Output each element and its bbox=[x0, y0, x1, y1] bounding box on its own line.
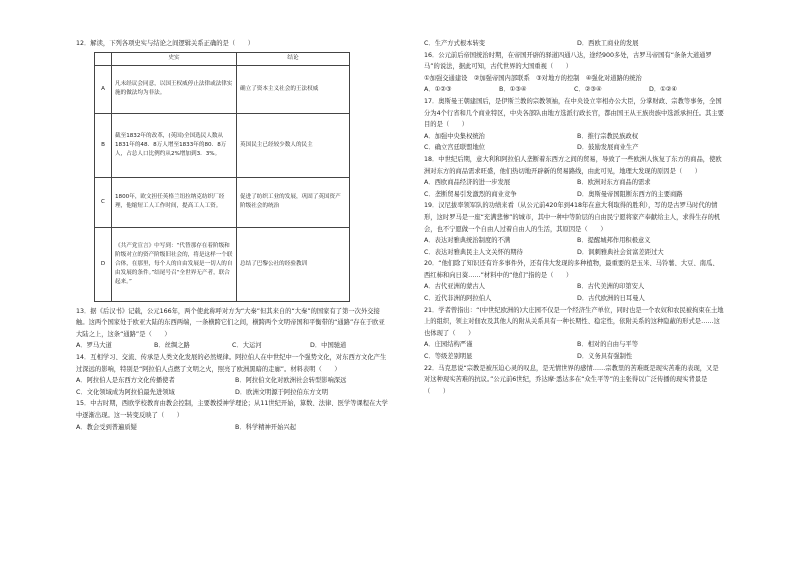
question-22-stem: 22．马克思说“宗教是被压迫心灵的叹息，是无情世界的感情……宗教里的苦难既是现实苦难的表现，又是对这种现实苦难的抗议。”公元前6世纪，乔达摩·悉达多在“众生平等”的主张得以广泛传播的现实背景是（ ） bbox=[424, 364, 719, 395]
question-14-options bbox=[76, 375, 388, 398]
option-a[interactable]: A．古代亚洲的蒙古人 bbox=[424, 283, 485, 291]
option-b[interactable]: B．欧洲对东方商品的需求 bbox=[577, 179, 651, 187]
row-fact: 截至1832年的改革，(英国)全国选民人数从1831年的48．8万人增至1833年的80．8万人，占总人口比例约从2%增加到3．3%。 bbox=[112, 113, 237, 177]
option-b[interactable]: B．古代美洲的印第安人 bbox=[577, 283, 645, 291]
row-label: A bbox=[95, 65, 112, 113]
table-row bbox=[95, 227, 350, 301]
option-a[interactable]: A．表达对雅典统治制度的不满 bbox=[424, 237, 511, 245]
question-15-stem: 15．中古时期，西欧学校教育由教会控制，主要教授神学理论；从11世纪开始，算数、法律、医学等课程在大学中逐渐出现。这一转变反映了（ ） bbox=[76, 400, 388, 419]
option-c[interactable]: C．近代非洲的阿拉伯人 bbox=[424, 295, 492, 303]
left-column bbox=[76, 38, 388, 433]
option-d[interactable]: D．西欧工商业的发展 bbox=[577, 40, 639, 47]
row-label: D bbox=[95, 227, 112, 301]
question-18-stem: 18．中世纪后期，意大利和阿拉伯人垄断着东西方之间的贸易，导致了一些欧洲人恢复了东方的商品，使欧洲对东方的商品需求旺盛，他们热切地开辟新的贸易路线，由此可见，地理大发现的原因是（ ） bbox=[424, 155, 722, 175]
table-row bbox=[95, 177, 350, 227]
option-a[interactable]: A．①②③ bbox=[424, 86, 452, 94]
option-c[interactable]: C．表达对雅典民主人文关怀的期待 bbox=[424, 248, 523, 256]
table-header-conclusion: 结论 bbox=[237, 52, 350, 65]
option-a[interactable]: A．教会受到普遍质疑 bbox=[76, 423, 137, 431]
question-20-options bbox=[424, 281, 724, 304]
option-b[interactable]: B．提醒城邦作用积极意义 bbox=[577, 237, 651, 245]
table-header-blank bbox=[95, 52, 112, 65]
row-conclusion: 促进了纺织工业的发展，巩固了英国资产阶级社会的统治 bbox=[237, 177, 350, 227]
table-row bbox=[95, 113, 350, 177]
option-d[interactable]: D．义务具有强制性 bbox=[577, 353, 633, 361]
question-12-stem: 12．解读，下列各项史实与结论之间逻辑关系正确的是（ ） bbox=[76, 40, 255, 47]
row-label: C bbox=[95, 177, 112, 227]
option-d[interactable]: D．讽刺雅典社会贫富差距过大 bbox=[577, 248, 664, 256]
option-c[interactable]: C．垄断贸易引发激烈的商业竞争 bbox=[424, 190, 517, 198]
option-c[interactable]: C．生产方式根本转变 bbox=[424, 40, 486, 47]
question-14-stem: 14．互相学习、交流、传承是人类文化发展的必然规律。阿拉伯人在中世纪中一个强势文化，对东西方文化产生过深远的影响，特别是“阿拉伯人点燃了文明之火，照亮了欧洲黑暗的走廊”。材料表明（ ） bbox=[76, 353, 387, 373]
option-b[interactable]: B．相对的自由与平等 bbox=[577, 341, 638, 349]
question-13-options bbox=[76, 340, 388, 352]
question-13-stem: 13．据《后汉书》记载，公元166年，两个使此称呼对方为“大秦”但其来自的“大秦”的国家有了第一次外交接触。这两个国家处于欧亚大陆的东西两端，一条横跨它们之间，横跨两个文明帝国和平衡带的“通路”存在于欧亚大陆之上，这条“通路”是（ ） bbox=[76, 307, 385, 338]
option-d[interactable]: D．①②④ bbox=[649, 86, 678, 94]
option-a[interactable]: A．罗马大道 bbox=[76, 342, 112, 350]
question-15-options-continued bbox=[424, 38, 724, 50]
row-label: B bbox=[95, 113, 112, 177]
option-c[interactable]: C．等级差别明显 bbox=[424, 353, 473, 361]
question-19-stem: 19．汉尼拔率领军队的功绩来看（从公元前420年到418年在意大利取得的胜利），写的是古罗马时代的情形，这时罗马是一座“充满悲惨”的城市，其中一种中等阶层的自由民宁愿将家产奉献给主人，求得生存的机会，也不宁愿做一个自由人过着自由人的生活，其原因是（ ） bbox=[424, 202, 721, 233]
question-17-stem: 17．奥斯曼王朝建国后，是伊斯兰教的宗教领袖，在中央设立宰相办公大臣，分掌财政、宗教等事务，全国分为4个行省和几个商业特区，中央各部队由地方选派行政长官，都由国王从王族贵族中选派承担任。其主要目的是（ ） bbox=[424, 97, 724, 129]
row-conclusion: 英国民主已经较少数人的民主 bbox=[237, 113, 350, 177]
option-a[interactable]: A．西欧商品经济的进一步发展 bbox=[424, 179, 511, 187]
row-conclusion: 确立了资本主义社会的王法权威 bbox=[237, 65, 350, 113]
table-row bbox=[95, 65, 350, 113]
option-c[interactable]: C．大运河 bbox=[232, 342, 262, 350]
right-column bbox=[424, 38, 724, 397]
table-header-fact: 史实 bbox=[112, 52, 237, 65]
question-12-table bbox=[94, 52, 350, 302]
question-20-stem: 20．“他们除了知识还有许多事件外，还有伟大发现的多种植物，最重要的是玉米、马铃薯、大豆、南瓜、西红柿和向日葵……”材料中的“他们”指的是（ ） bbox=[424, 260, 719, 279]
option-d[interactable]: D．奥斯曼帝国阻断东西方的主要商路 bbox=[577, 190, 683, 198]
option-d[interactable]: D．中国驰道 bbox=[310, 342, 347, 350]
option-b[interactable]: B．推行宗教民族政权 bbox=[577, 132, 638, 140]
option-c[interactable]: C．确立宫廷联盟地位 bbox=[424, 144, 486, 152]
question-21-stem: 21．学者曾指出：“(中世纪欧洲的)大庄园不仅是一个经济生产单位，同时也是一个农奴和农民被拘束在土地上的组织，领主对佃农及其他人的附从关系具有一种长期性、稳定性，依附关系的这种隐蔽的形式是……这也体现了（ ） bbox=[424, 306, 724, 337]
question-16-items: ①加强交通建设 ②加强帝国内部联系 ③对地方的控制 ④强化对道路的统治 bbox=[424, 74, 642, 82]
option-b[interactable]: B．阿拉伯文化对欧洲社会转型影响深远 bbox=[235, 377, 347, 385]
option-a[interactable]: A．加强中央集权统治 bbox=[424, 132, 485, 140]
question-19-options bbox=[424, 235, 724, 258]
question-21-options bbox=[424, 339, 724, 362]
option-a[interactable]: A．阿拉伯人是东西方文化传播使者 bbox=[76, 377, 175, 385]
row-conclusion: 总结了巴黎公社的经验教训 bbox=[237, 227, 350, 301]
option-b[interactable]: B．①③④ bbox=[499, 86, 527, 94]
row-fact: 《共产党宣言》中写到：“代替那存在着阶级和阶级对立的资产阶级旧社会的，将是这样一个联合体，在那里，每个人的自由发展是一切人的自由发展的条件。”结尾号召“全世界无产者，联合起来。” bbox=[112, 227, 237, 301]
option-d[interactable]: D．古代欧洲的日耳曼人 bbox=[577, 295, 645, 303]
option-d[interactable]: D．鼓励发展商业生产 bbox=[577, 144, 639, 152]
option-c[interactable]: C．文化领域成为阿拉伯最先进领域 bbox=[76, 388, 175, 396]
question-16-stem: 16．公元前后帝国统治时期，在帝国开辟的驿道四通八达，途经900多处，古罗马帝国有“条条大道通罗马”的说法，据此可知，古代世界的大国重视（ ） bbox=[424, 51, 712, 71]
row-fact: 1800年，欧文担任英格兰纽拉纳克纺织厂经理，他缩短工人工作时间，提高工人工资。 bbox=[112, 177, 237, 227]
question-18-options bbox=[424, 177, 724, 200]
option-b[interactable]: B．丝绸之路 bbox=[154, 342, 190, 350]
question-15-options bbox=[76, 422, 388, 434]
option-b[interactable]: B．科学精神开始兴起 bbox=[235, 423, 296, 431]
row-fact: 凡未经议会同意，以国王权威停止法律或法律实施的做法均为非法。 bbox=[112, 65, 237, 113]
option-a[interactable]: A．庄园结构严谨 bbox=[424, 341, 473, 349]
option-c[interactable]: C．②③④ bbox=[574, 86, 602, 94]
question-16-options bbox=[424, 84, 724, 96]
question-17-options bbox=[424, 131, 724, 154]
option-d[interactable]: D．欧洲文明源于阿拉伯东方文明 bbox=[235, 388, 329, 396]
